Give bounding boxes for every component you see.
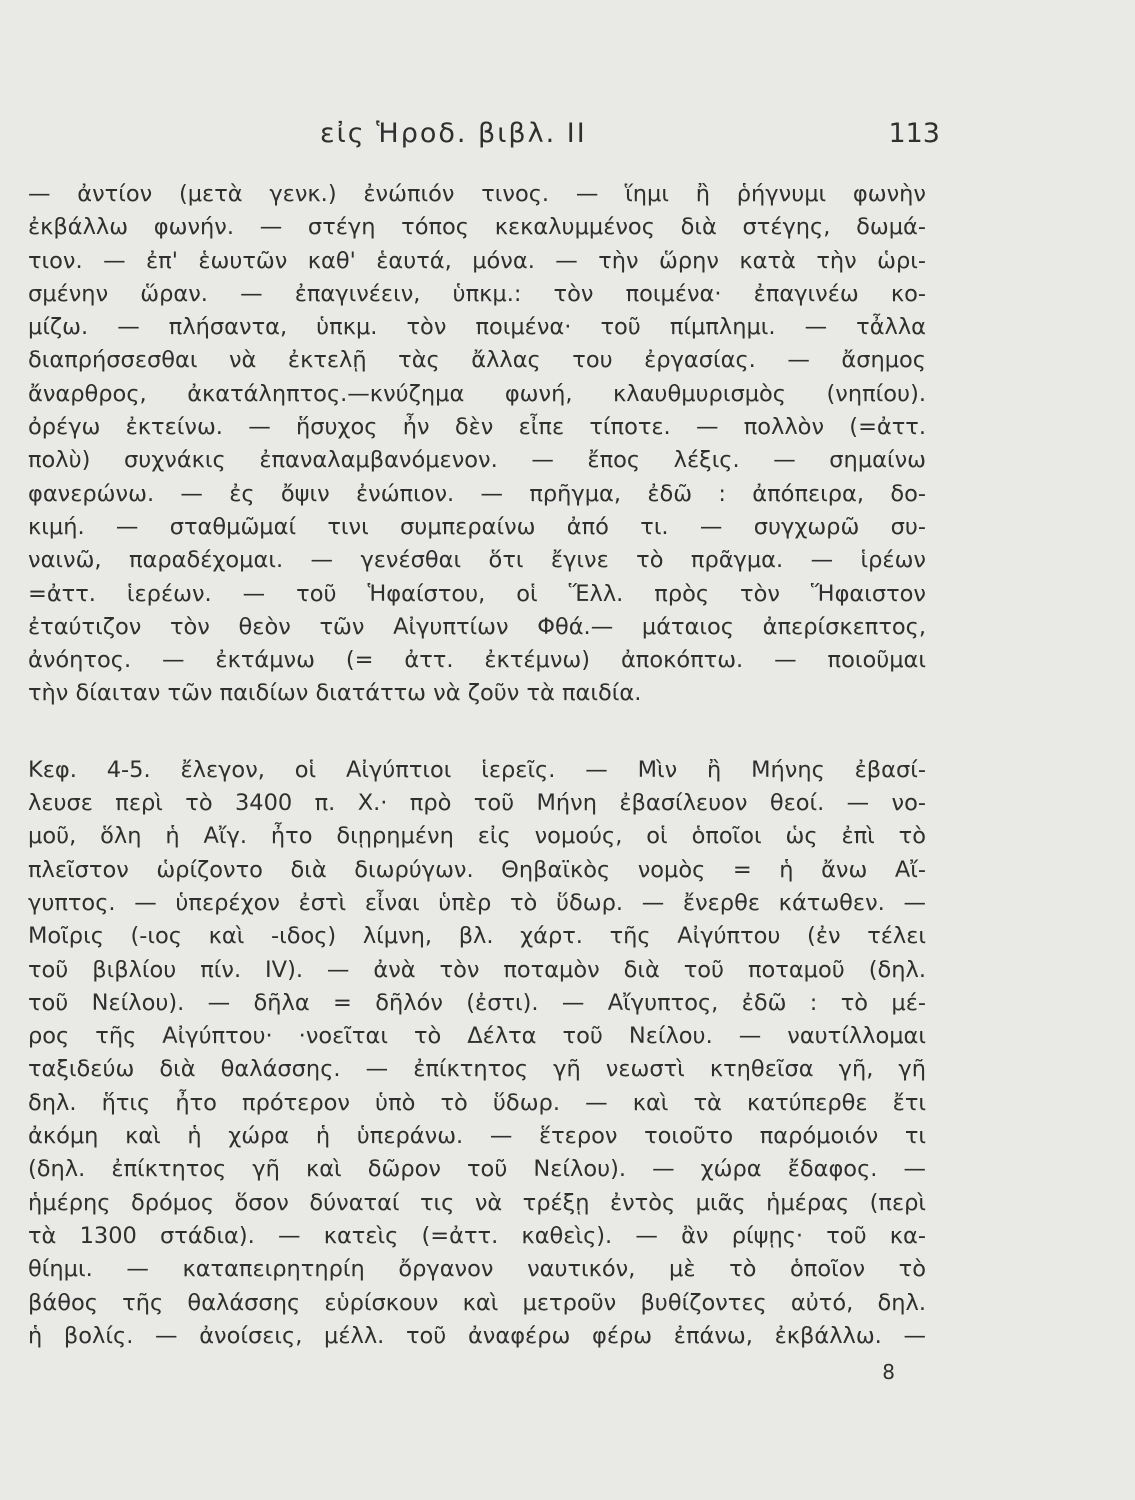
text-line: ναινῶ, παραδέχομαι. — γενέσθαι ὅτι ἔγινε τὸ πρᾶγμα. — ἱρέων xyxy=(28,547,926,574)
header-title: εἰς Ἡροδ. βιβλ. ΙΙ xyxy=(320,118,587,149)
text-line: θίημι. — καταπειρητηρίη ὄργανον ναυτικόν, μὲ τὸ ὁποῖον τὸ xyxy=(28,1256,926,1283)
text-line: ἀκόμη καὶ ἡ χώρα ἡ ὑπεράνω. — ἕτερον τοιοῦτο παρόμοιόν τι xyxy=(28,1123,926,1150)
text-line: ὀρέγω ἐκτείνω. — ἥσυχος ἦν δὲν εἶπε τίποτε. — πολλὸν (=ἀττ. xyxy=(28,414,926,441)
text-line: Μοῖρις (-ιος καὶ -ιδος) λίμνη, βλ. χάρτ. τῆς Αἰγύπτου (ἐν τέλει xyxy=(28,923,926,950)
text-line: — ἀντίον (μετὰ γενκ.) ἐνώπιόν τινος. — ἵημι ἢ ῥήγνυμι φωνὴν xyxy=(28,181,926,207)
text-line: ρος τῆς Αἰγύπτου· ·νοεῖται τὸ Δέλτα τοῦ Νείλου. — ναυτίλλομαι xyxy=(28,1023,926,1050)
text-line: ἡμέρης δρόμος ὅσον δύναταί τις νὰ τρέξῃ ἐντὸς μιᾶς ἡμέρας (περὶ xyxy=(28,1189,926,1216)
text-line: γυπτος. — ὑπερέχον ἐστὶ εἶναι ὑπὲρ τὸ ὕδωρ. — ἔνερθε κάτωθεν. — xyxy=(28,889,926,916)
text-line: ἀνόητος. — ἐκτάμνω (= ἀττ. ἐκτέμνω) ἀποκόπτω. — ποιοῦμαι xyxy=(28,647,926,674)
text-line: τοῦ βιβλίου πίν. IV). — ἀνὰ τὸν ποταμὸν διὰ τοῦ ποταμοῦ (δηλ. xyxy=(28,956,926,983)
text-line: μοῦ, ὅλη ἡ Αἴγ. ἦτο διῃρημένη εἰς νομούς, οἱ ὁποῖοι ὡς ἐπὶ τὸ xyxy=(28,823,926,850)
text-line: τιον. — ἐπ' ἑωυτῶν καθ' ἑαυτά, μόνα. — τὴν ὥρην κατὰ τὴν ὡρι- xyxy=(28,247,926,274)
text-line: μίζω. — πλήσαντα, ὑπκμ. τὸν ποιμένα· τοῦ πίμπλημι. — τἆλλα xyxy=(28,314,926,341)
text-line: σμένην ὥραν. — ἐπαγινέειν, ὑπκμ.: τὸν ποιμένα· ἐπαγινέω κο- xyxy=(28,280,926,307)
text-line: λευσε περὶ τὸ 3400 π. Χ.· πρὸ τοῦ Μήνη ἐβασίλευον θεοί. — νο- xyxy=(28,790,926,817)
commentary-text xyxy=(28,178,926,1353)
text-line: =ἀττ. ἱερέων. — τοῦ Ἡφαίστου, οἱ Ἕλλ. πρὸς τὸν Ἥφαιστον xyxy=(28,580,926,607)
text-line: κιμή. — σταθμῶμαί τινι συμπεραίνω ἀπό τι. — συγχωρῶ συ- xyxy=(28,513,926,540)
text-line: ἡ βολίς. — ἀνοίσεις, μέλλ. τοῦ ἀναφέρω φέρω ἐπάνω, ἐκβάλλω. — xyxy=(28,1322,926,1349)
section-heading-line: Κεφ. 4-5. ἔλεγον, οἱ Αἰγύπτιοι ἱερεῖς. — Μὶν ἢ Μήνης ἐβασί- xyxy=(28,756,926,783)
text-line: ἐκβάλλω φωνήν. — στέγη τόπος κεκαλυμμένος διὰ στέγης, δωμά- xyxy=(28,214,926,241)
text-line: ἐταύτιζον τὸν θεὸν τῶν Αἰγυπτίων Φθά.— μάταιος ἀπερίσκεπτος, xyxy=(28,613,926,640)
text-line: τὴν δίαιταν τῶν παιδίων διατάττω νὰ ζοῦν τὰ παιδία. xyxy=(28,680,642,707)
text-line: τὰ 1300 στάδια). — κατεὶς (=ἀττ. καθεὶς). — ἂν ρίψῃς· τοῦ κα- xyxy=(28,1222,926,1249)
text-line: τοῦ Νείλου). — δῆλα = δῆλόν (ἐστι). — Αἴγυπτος, ἐδῶ : τὸ μέ- xyxy=(28,989,926,1016)
text-line: πολὺ) συχνάκις ἐπαναλαμβανόμενον. — ἔπος λέξις. — σημαίνω xyxy=(28,447,926,474)
text-line: διαπρήσσεσθαι νὰ ἐκτελῇ τὰς ἄλλας του ἐργασίας. — ἄσημος xyxy=(28,347,926,374)
text-line: (δηλ. ἐπίκτητος γῆ καὶ δῶρον τοῦ Νείλου). — χώρα ἔδαφος. — xyxy=(28,1156,926,1183)
text-line: πλεῖστον ὡρίζοντο διὰ διωρύγων. Θηβαϊκὸς νομὸς = ἡ ἄνω Αἴ- xyxy=(28,856,926,883)
text-line: φανερώνω. — ἐς ὄψιν ἐνώπιον. — πρῆγμα, ἐδῶ : ἀπόπειρα, δο- xyxy=(28,480,926,507)
signature-mark: 8 xyxy=(882,1360,895,1384)
text-line: ταξιδεύω διὰ θαλάσσης. — ἐπίκτητος γῆ νεωστὶ κτηθεῖσα γῆ, γῆ xyxy=(28,1056,926,1083)
text-line: βάθος τῆς θαλάσσης εὑρίσκουν καὶ μετροῦν βυθίζοντες αὐτό, δηλ. xyxy=(28,1289,926,1316)
text-line: δηλ. ἥτις ἦτο πρότερον ὑπὸ τὸ ὕδωρ. — καὶ τὰ κατύπερθε ἔτι xyxy=(28,1089,926,1116)
text-line: ἄναρθρος, ἀκατάληπτος.—κνύζημα φωνή, κλαυθμυρισμὸς (νηπίου). xyxy=(28,380,926,407)
page-number: 113 xyxy=(888,118,940,149)
